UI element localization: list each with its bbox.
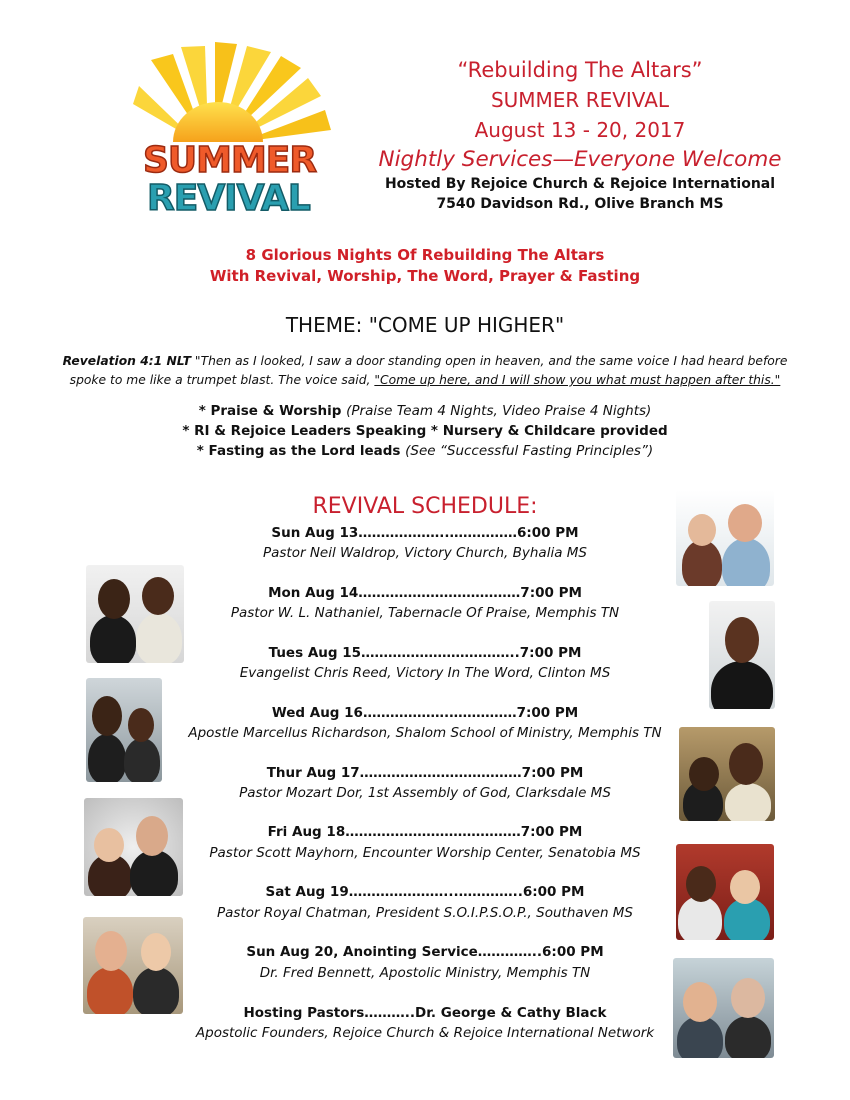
hosting-pastors-desc: Apostolic Founders, Rejoice Church & Rejoice International Network: [195, 1025, 655, 1041]
feature-note: (Praise Team 4 Nights, Video Praise 4 Nights): [346, 403, 652, 419]
event-date-4: Wed Aug 16……………….……………7:00 PM: [271, 705, 579, 721]
event-speaker-5: Pastor Mozart Dor, 1st Assembly of God, Clarksdale MS: [239, 785, 611, 801]
hosting-pastors-line: Hosting Pastors………..Dr. George & Cathy Black: [243, 1005, 607, 1021]
event-date-8: Sun Aug 20, Anointing Service…………..6:00 PM: [246, 944, 604, 960]
event-address: 7540 Davidson Rd., Olive Branch MS: [436, 196, 724, 212]
speaker-photo-dor: [679, 727, 775, 821]
event-date-1: Sun Aug 13………………..……………6:00 PM: [271, 525, 579, 541]
event-speaker-2: Pastor W. L. Nathaniel, Tabernacle Of Praise, Memphis TN: [230, 605, 620, 621]
logo-word-summer: SUMMER: [143, 140, 317, 181]
event-dates: August 13 - 20, 2017: [474, 118, 686, 142]
scripture-quote: [50, 352, 800, 390]
speaker-photo-chatman: [676, 844, 774, 940]
logo-word-revival: REVIVAL: [147, 178, 310, 217]
event-host: Hosted By Rejoice Church & Rejoice International: [384, 176, 776, 192]
speaker-photo-mayhorn: [84, 798, 183, 896]
event-speaker-1: Pastor Neil Waldrop, Victory Church, Byhalia MS: [262, 545, 587, 561]
event-speaker-7: Pastor Royal Chatman, President S.O.I.P.S.O.P., Southaven MS: [216, 905, 634, 921]
scripture-text: "Then as I looked, I saw a door standing open in heaven, and the same voice I had heard before spoke to me like a trumpet blast. The voice said,: [69, 354, 788, 387]
speaker-photo-richardson: [86, 678, 162, 782]
schedule-heading: REVIVAL SCHEDULE:: [312, 494, 538, 519]
feature-main: * Praise & Worship: [198, 403, 342, 419]
theme-heading: THEME: "COME UP HIGHER": [285, 313, 565, 337]
event-date-7: Sat Aug 19…………………...…………..6:00 PM: [265, 884, 585, 900]
event-speaker-6: Pastor Scott Mayhorn, Encounter Worship Center, Senatobia MS: [209, 845, 641, 861]
event-nightly: Nightly Services—Everyone Welcome: [378, 147, 782, 172]
event-title: SUMMER REVIVAL: [490, 88, 670, 112]
tagline-line-1: 8 Glorious Nights Of Rebuilding The Altars: [245, 246, 605, 264]
feature-praise-worship: [0, 403, 850, 419]
feature-main: * Fasting as the Lord leads: [196, 443, 401, 459]
feature-main: * RI & Rejoice Leaders Speaking * Nursery & Childcare provided: [182, 423, 668, 439]
feature-note: (See “Successful Fasting Principles”): [405, 443, 654, 459]
feature-leaders-nursery: [0, 423, 850, 439]
speaker-photo-bennett: [83, 917, 183, 1014]
speaker-photo-nathaniel: [86, 565, 184, 663]
event-speaker-3: Evangelist Chris Reed, Victory In The Word, Clinton MS: [239, 665, 611, 681]
event-date-5: Thur Aug 17………………………………7:00 PM: [266, 765, 584, 781]
event-speaker-8: Dr. Fred Bennett, Apostolic Ministry, Memphis TN: [259, 965, 591, 981]
tagline-line-2: With Revival, Worship, The Word, Prayer & Fasting: [209, 267, 641, 285]
speaker-photo-reed: [709, 601, 775, 709]
event-date-3: Tues Aug 15……………………………..7:00 PM: [268, 645, 582, 661]
event-date-6: Fri Aug 18…………………………………7:00 PM: [267, 824, 583, 840]
scripture-underlined: "Come up here, and I will show you what must happen after this.": [374, 373, 781, 387]
event-date-2: Mon Aug 14………………………………7:00 PM: [268, 585, 582, 601]
sun-rays-icon: [133, 42, 331, 142]
scripture-reference: Revelation 4:1 NLT: [62, 354, 191, 368]
speaker-photo-waldrop: [676, 490, 774, 586]
event-speaker-4: Apostle Marcellus Richardson, Shalom School of Ministry, Memphis TN: [188, 725, 662, 741]
speaker-photo-black: [673, 958, 774, 1058]
event-quote-title: “Rebuilding The Altars”: [457, 58, 703, 82]
feature-fasting: [0, 443, 850, 459]
summer-revival-logo: [133, 42, 353, 217]
